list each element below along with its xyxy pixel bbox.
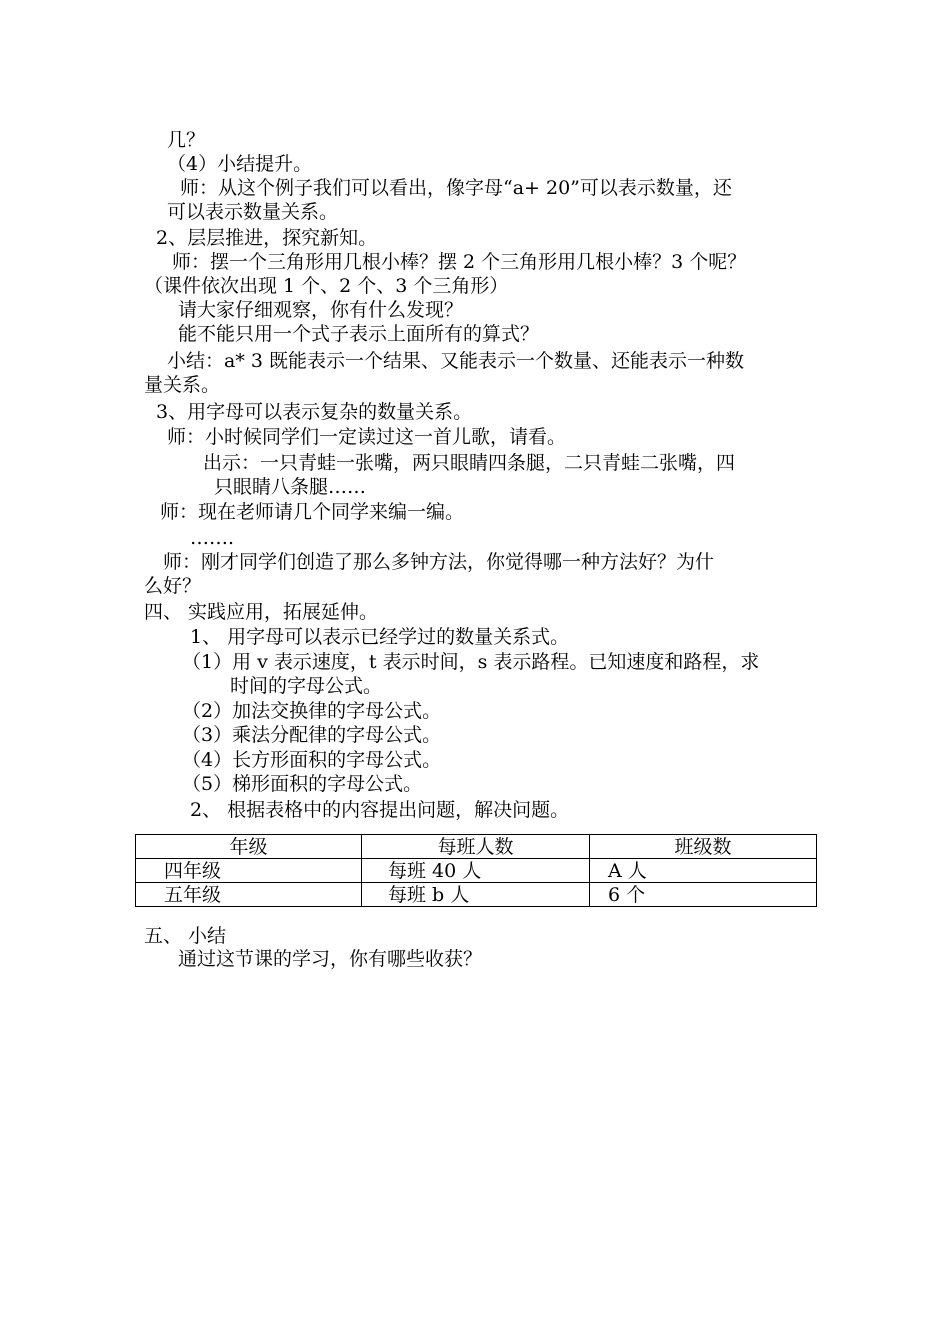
text-line: 师：摆一个三角形用几根小棒？摆 2 个三角形用几根小棒？3 个呢？ — [172, 251, 747, 273]
text-line: 能不能只用一个式子表示上面所有的算式？ — [178, 323, 540, 345]
text-line: 师：从这个例子我们可以看出，像字母“a+ 20”可以表示数量，还 — [180, 177, 732, 199]
text-line: 1、 用字母可以表示已经学过的数量关系式。 — [190, 626, 570, 648]
list-item: （5）梯形面积的字母公式。 — [182, 773, 423, 795]
table-header-cell: 班级数 — [590, 835, 817, 859]
text-line: 请大家仔细观察，你有什么发现？ — [178, 299, 464, 321]
text-line: 只眼睛八条腿…… — [214, 476, 367, 498]
section-heading: 2、层层推进，探究新知。 — [156, 227, 378, 249]
text-line: 通过这节课的学习，你有哪些收获？ — [178, 948, 483, 970]
text-line: ……. — [190, 527, 235, 549]
table-header-cell: 年级 — [136, 835, 362, 859]
text-line: 师：小时候同学们一定读过这一首儿歌，请看。 — [167, 426, 567, 448]
list-item: （2）加法交换律的字母公式。 — [182, 700, 442, 722]
section-heading: 3、用字母可以表示复杂的数量关系。 — [156, 401, 473, 423]
text-line: 小结：a* 3 既能表示一个结果、又能表示一个数量、还能表示一种数 — [167, 350, 744, 372]
text-line: 量关系。 — [144, 374, 221, 396]
text-line: （课件依次出现 1 个、2 个、3 个三角形） — [144, 275, 509, 297]
table-header-cell: 每班人数 — [362, 835, 590, 859]
list-item: （3）乘法分配律的字母公式。 — [182, 724, 442, 746]
section-heading: 四、 实践应用，拓展延伸。 — [144, 601, 379, 623]
text-line: 么好？ — [144, 575, 202, 597]
section-heading: 五、 小结 — [144, 925, 227, 947]
text-line: 师：刚才同学们创造了那么多钟方法，你觉得哪一种方法好？为什 — [163, 551, 715, 573]
list-item: （4）长方形面积的字母公式。 — [182, 749, 442, 771]
table-row — [136, 859, 817, 883]
text-line: 师：现在老师请几个同学来编一编。 — [160, 501, 465, 523]
text-line: （4）小结提升。 — [167, 153, 313, 175]
grade-table — [135, 834, 817, 907]
text-line: 几？ — [167, 129, 206, 151]
table-cell: A 人 — [590, 859, 817, 883]
table-cell: 6 个 — [590, 883, 817, 907]
table-header-row — [136, 835, 817, 859]
text-line: 出示：一只青蛙一张嘴，两只眼睛四条腿，二只青蛙二张嘴，四 — [203, 452, 736, 474]
table-cell: 每班 b 人 — [362, 883, 590, 907]
table-row — [136, 883, 817, 907]
table-cell: 五年级 — [136, 883, 362, 907]
text-line: 2、 根据表格中的内容提出问题，解决问题。 — [190, 799, 570, 821]
list-item: （1）用 v 表示速度，t 表示时间，s 表示路程。已知速度和路程，求 — [182, 651, 760, 673]
list-item: 时间的字母公式。 — [230, 675, 383, 697]
text-line: 可以表示数量关系。 — [167, 201, 339, 223]
table-cell: 四年级 — [136, 859, 362, 883]
table-cell: 每班 40 人 — [362, 859, 590, 883]
